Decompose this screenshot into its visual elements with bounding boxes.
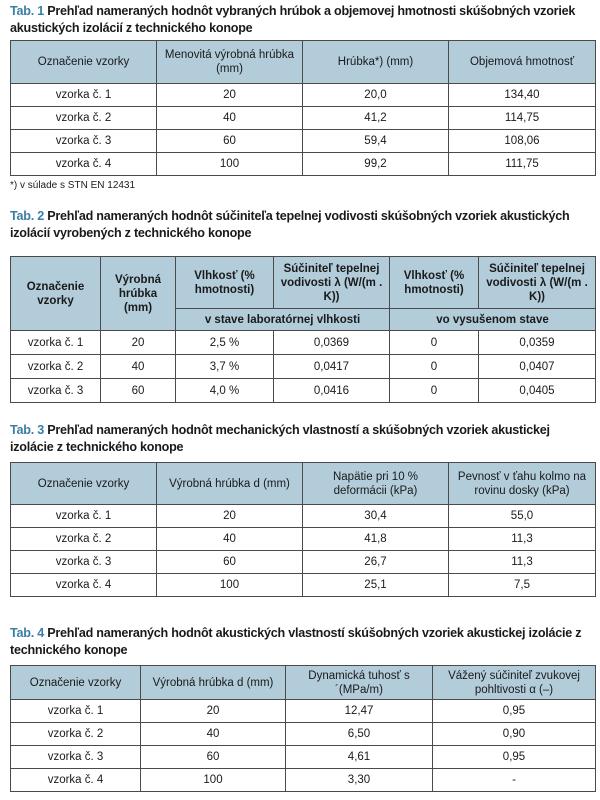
table-cell: 134,40 bbox=[449, 84, 596, 107]
table-cell: 114,75 bbox=[449, 107, 596, 130]
table4-header-row bbox=[11, 666, 596, 700]
table4-header-cell: Označenie vzorky bbox=[11, 666, 141, 700]
table-row bbox=[11, 153, 596, 176]
table-cell: 20 bbox=[157, 84, 303, 107]
table-cell: vzorka č. 4 bbox=[11, 153, 157, 176]
table2 bbox=[10, 256, 596, 403]
table-cell: vzorka č. 1 bbox=[11, 700, 141, 723]
table-cell: 4,61 bbox=[286, 746, 433, 769]
table3-header-cell: Pevnosť v ťahu kolmo na rovinu dosky (kPa) bbox=[449, 463, 596, 505]
table1-header-row bbox=[11, 41, 596, 84]
table-row bbox=[11, 700, 596, 723]
table2-header-cell: Vlhkosť (% hmotnosti) bbox=[390, 257, 479, 309]
table-row bbox=[11, 769, 596, 792]
table-cell: 20 bbox=[157, 505, 303, 528]
table2-group-header: vo vysušenom stave bbox=[390, 309, 596, 331]
table4-caption bbox=[10, 625, 595, 659]
table3-label: Tab. 3 bbox=[10, 423, 44, 437]
table3-header-cell: Napätie pri 10 % deformácii (kPa) bbox=[303, 463, 449, 505]
table-cell: 0,95 bbox=[433, 746, 596, 769]
table-cell: 11,3 bbox=[449, 551, 596, 574]
table-row bbox=[11, 379, 596, 403]
table1-label: Tab. 1 bbox=[10, 4, 44, 18]
table-cell: 0,90 bbox=[433, 723, 596, 746]
table2-header-cell: Súčiniteľ tepelnej vodivosti λ (W/(m . K)) bbox=[274, 257, 390, 309]
table-row bbox=[11, 84, 596, 107]
table2-label: Tab. 2 bbox=[10, 209, 44, 223]
table-row bbox=[11, 130, 596, 153]
table-cell: 41,2 bbox=[303, 107, 449, 130]
table-row bbox=[11, 355, 596, 379]
table-cell: vzorka č. 2 bbox=[11, 355, 101, 379]
table-cell: 30,4 bbox=[303, 505, 449, 528]
table-cell: 111,75 bbox=[449, 153, 596, 176]
table-cell: 25,1 bbox=[303, 574, 449, 597]
table-row bbox=[11, 528, 596, 551]
table-cell: 60 bbox=[157, 130, 303, 153]
table-row bbox=[11, 505, 596, 528]
table4-header-cell: Dynamická tuhosť s´(MPa/m) bbox=[286, 666, 433, 700]
table-cell: 100 bbox=[141, 769, 286, 792]
table1-footnote: *) v súlade s STN EN 12431 bbox=[10, 180, 136, 191]
table-cell: 100 bbox=[157, 574, 303, 597]
table2-caption bbox=[10, 208, 595, 242]
table-cell: 3,30 bbox=[286, 769, 433, 792]
table3-caption-text: Prehľad nameraných hodnôt mechanických vlastností a skúšobných vzoriek akustickej izolácie z technického konope bbox=[10, 423, 550, 454]
table-cell: vzorka č. 1 bbox=[11, 331, 101, 355]
table-cell: 0,0359 bbox=[479, 331, 596, 355]
table-cell: 40 bbox=[157, 528, 303, 551]
table-cell: 0,0417 bbox=[274, 355, 390, 379]
table3-header-row bbox=[11, 463, 596, 505]
table-cell: 4,0 % bbox=[176, 379, 274, 403]
table-cell: 0,95 bbox=[433, 700, 596, 723]
table-cell: 20,0 bbox=[303, 84, 449, 107]
table-cell: 60 bbox=[157, 551, 303, 574]
table1-header-cell: Hrúbka*) (mm) bbox=[303, 41, 449, 84]
table2-group-header: v stave laboratórnej vlhkosti bbox=[176, 309, 390, 331]
table-cell: 7,5 bbox=[449, 574, 596, 597]
table1-caption bbox=[10, 3, 595, 37]
table1 bbox=[10, 40, 596, 176]
table-cell: - bbox=[433, 769, 596, 792]
table-cell: 6,50 bbox=[286, 723, 433, 746]
table1-header-cell: Označenie vzorky bbox=[11, 41, 157, 84]
table4-header-cell: Vážený súčiniteľ zvukovej pohltivosti α (–) bbox=[433, 666, 596, 700]
table-cell: 55,0 bbox=[449, 505, 596, 528]
table4-header-cell: Výrobná hrúbka d (mm) bbox=[141, 666, 286, 700]
table-cell: 2,5 % bbox=[176, 331, 274, 355]
table-cell: 11,3 bbox=[449, 528, 596, 551]
table-cell: 0 bbox=[390, 355, 479, 379]
table-cell: vzorka č. 2 bbox=[11, 723, 141, 746]
table-row bbox=[11, 331, 596, 355]
table-cell: vzorka č. 2 bbox=[11, 528, 157, 551]
table2-header-cell: Označenie vzorky bbox=[11, 257, 101, 331]
table4 bbox=[10, 665, 596, 792]
table-cell: vzorka č. 4 bbox=[11, 574, 157, 597]
table-cell: 41,8 bbox=[303, 528, 449, 551]
table3-header-cell: Označenie vzorky bbox=[11, 463, 157, 505]
table2-header-row bbox=[11, 257, 596, 309]
table-row bbox=[11, 574, 596, 597]
table-cell: 0,0369 bbox=[274, 331, 390, 355]
table2-caption-text: Prehľad nameraných hodnôt súčiniteľa tepelnej vodivosti skúšobných vzoriek akustických izolácií vyrobených z technického konope bbox=[10, 209, 570, 240]
table2-header-cell: Výrobná hrúbka (mm) bbox=[101, 257, 176, 331]
table-cell: 20 bbox=[101, 331, 176, 355]
table1-header-cell: Menovitá výrobná hrúbka (mm) bbox=[157, 41, 303, 84]
table3-caption bbox=[10, 422, 595, 456]
table-cell: 0,0407 bbox=[479, 355, 596, 379]
table-cell: 3,7 % bbox=[176, 355, 274, 379]
table2-header-cell: Súčiniteľ tepelnej vodivosti λ (W/(m . K)) bbox=[479, 257, 596, 309]
table-cell: 20 bbox=[141, 700, 286, 723]
table1-header-cell: Objemová hmotnosť bbox=[449, 41, 596, 84]
table-cell: vzorka č. 1 bbox=[11, 505, 157, 528]
table-cell: 40 bbox=[141, 723, 286, 746]
table-cell: 0,0416 bbox=[274, 379, 390, 403]
table-cell: 0 bbox=[390, 331, 479, 355]
table-cell: vzorka č. 3 bbox=[11, 746, 141, 769]
table-cell: 40 bbox=[101, 355, 176, 379]
table-cell: 12,47 bbox=[286, 700, 433, 723]
table2-header-cell: Vlhkosť (% hmotnosti) bbox=[176, 257, 274, 309]
table-row bbox=[11, 551, 596, 574]
table-cell: 60 bbox=[141, 746, 286, 769]
table-cell: vzorka č. 4 bbox=[11, 769, 141, 792]
table-cell: 26,7 bbox=[303, 551, 449, 574]
table-cell: 0,0405 bbox=[479, 379, 596, 403]
table-row bbox=[11, 107, 596, 130]
table3-header-cell: Výrobná hrúbka d (mm) bbox=[157, 463, 303, 505]
table-cell: vzorka č. 3 bbox=[11, 130, 157, 153]
table-cell: vzorka č. 2 bbox=[11, 107, 157, 130]
table-cell: vzorka č. 1 bbox=[11, 84, 157, 107]
table-cell: vzorka č. 3 bbox=[11, 379, 101, 403]
table-cell: 99,2 bbox=[303, 153, 449, 176]
table-cell: 60 bbox=[101, 379, 176, 403]
table4-caption-text: Prehľad nameraných hodnôt akustických vlastností skúšobných vzoriek akustickej izolácie z technického konope bbox=[10, 626, 582, 657]
table-cell: 0 bbox=[390, 379, 479, 403]
table-row bbox=[11, 723, 596, 746]
table3 bbox=[10, 462, 596, 597]
table-cell: 40 bbox=[157, 107, 303, 130]
table-cell: 100 bbox=[157, 153, 303, 176]
table4-label: Tab. 4 bbox=[10, 626, 44, 640]
table1-caption-text: Prehľad nameraných hodnôt vybraných hrúbok a objemovej hmotnosti skúšobných vzoriek akustických izolácií z technického konope bbox=[10, 4, 576, 35]
table-cell: 59,4 bbox=[303, 130, 449, 153]
table-row bbox=[11, 746, 596, 769]
table-cell: vzorka č. 3 bbox=[11, 551, 157, 574]
table-cell: 108,06 bbox=[449, 130, 596, 153]
